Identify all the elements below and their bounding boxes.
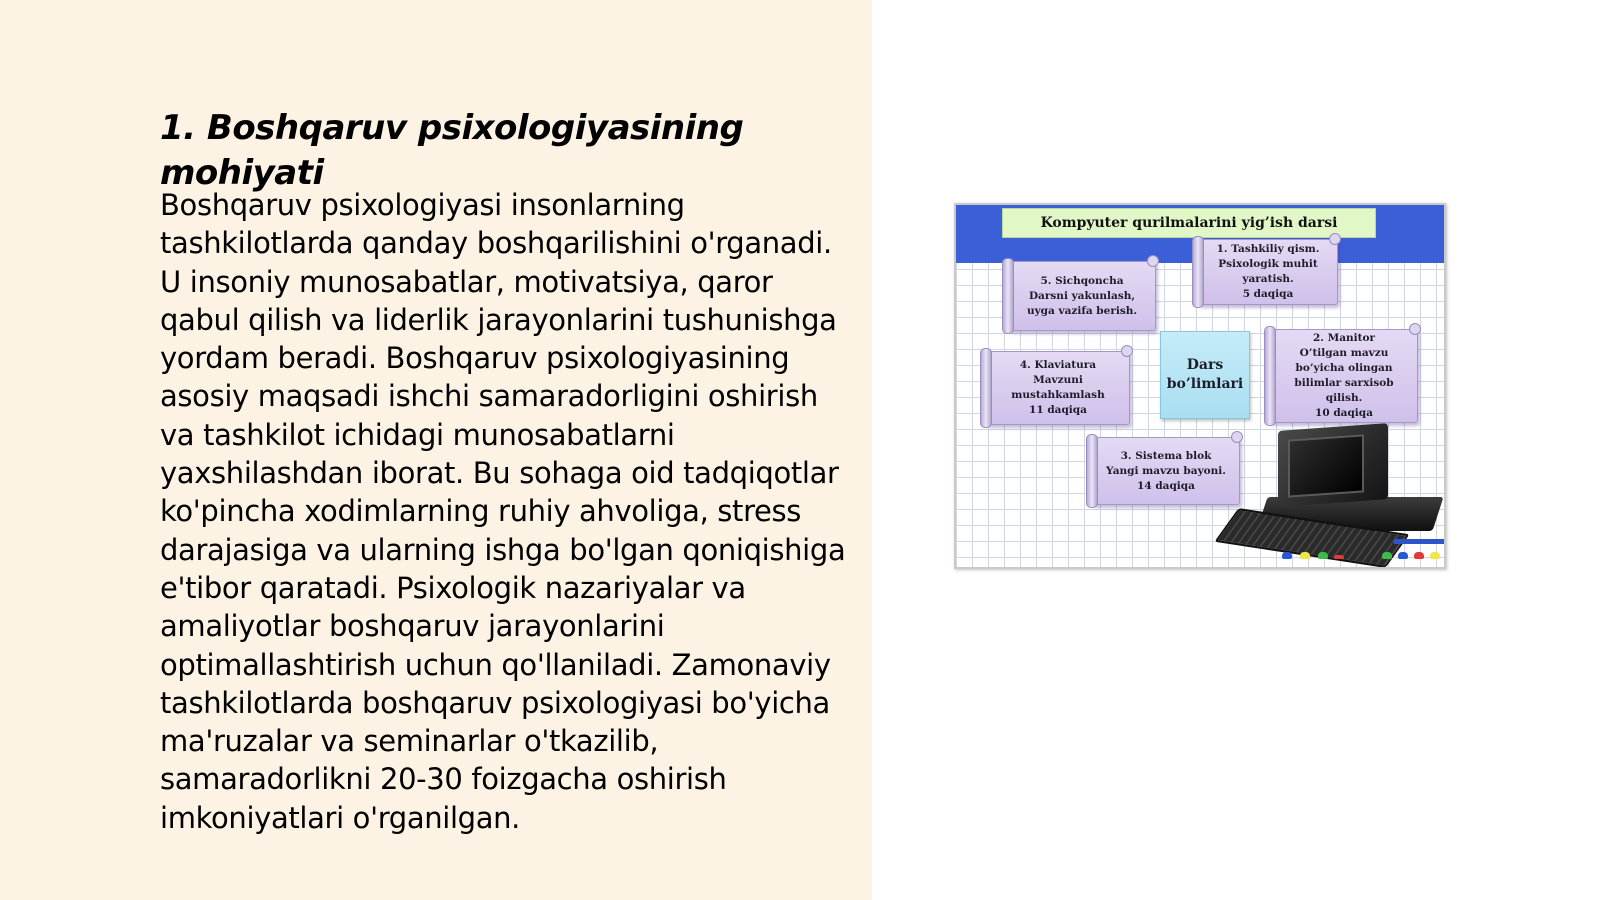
decorative-strip <box>1394 539 1444 544</box>
slide-body-text: Boshqaruv psixologiyasi insonlarning tashkilotlarda qanday boshqarilishini o'rganadi. U insoniy munosabatlar, motivatsiya, qaror qabul qilish va liderlik jarayonlarini tushunishga yordam beradi. Boshqaruv psixologiyasining asosiy maqsadi ishchi samaradorligini oshirish va tashkilot ichidagi munosabatlarni yaxshilashdan iborat. Bu sohaga oid tadqiqotlar ko'pincha xodimlarning ruhiy ahvoliga, stress darajasiga va ularning ishga bo'lgan qoniqishiga e'tibor qaratadi. Psixologik nazariyalar va amaliyotlar boshqaruv jarayonlarini optimallashtirish uchun qo'llaniladi. Zamonaviy tashkilotlarda boshqaruv psixologiyasi bo'yicha ma'ruzalar va seminarlar o'tkazilib, samaradorlikni 20-30 foizgacha oshirish imkoniyatlari o'rganilgan. <box>160 188 846 835</box>
shape-yellow <box>1300 552 1310 559</box>
lesson-diagram-image <box>954 203 1446 569</box>
scroll-part-4: 4. Klaviatura Mavzuni mustahkamlash 11 daqiqa <box>986 351 1130 425</box>
center-lesson-parts: Dars bo’limlari <box>1160 331 1250 419</box>
decorative-shapes <box>1282 552 1442 562</box>
shape-red <box>1414 552 1424 559</box>
shape-green <box>1382 552 1392 559</box>
desktop-computer-icon <box>1218 417 1446 567</box>
slide-title: 1. Boshqaruv psixologiyasining mohiyati <box>160 108 744 193</box>
shape-yellow <box>1430 552 1440 559</box>
shape-green <box>1318 552 1328 559</box>
scroll-part-3: 3. Sistema blok Yangi mavzu bayoni. 14 daqiqa <box>1092 437 1240 505</box>
shape-red <box>1334 555 1344 559</box>
diagram-title: Kompyuter qurilmalarini yig’ish darsi <box>1002 208 1376 238</box>
scroll-part-1: 1. Tashkiliy qism. Psixologik muhit yaratish. 5 daqiqa <box>1198 239 1338 305</box>
shape-blue <box>1282 552 1292 559</box>
shape-blue <box>1398 552 1408 559</box>
scroll-part-5: 5. Sichqoncha Darsni yakunlash, uyga vazifa berish. <box>1008 261 1156 331</box>
monitor-screen <box>1288 434 1364 497</box>
scroll-part-2: 2. Manitor O’tilgan mavzu bo’yicha olingan bilimlar sarxisob qilish. 10 daqiqa <box>1270 329 1418 423</box>
